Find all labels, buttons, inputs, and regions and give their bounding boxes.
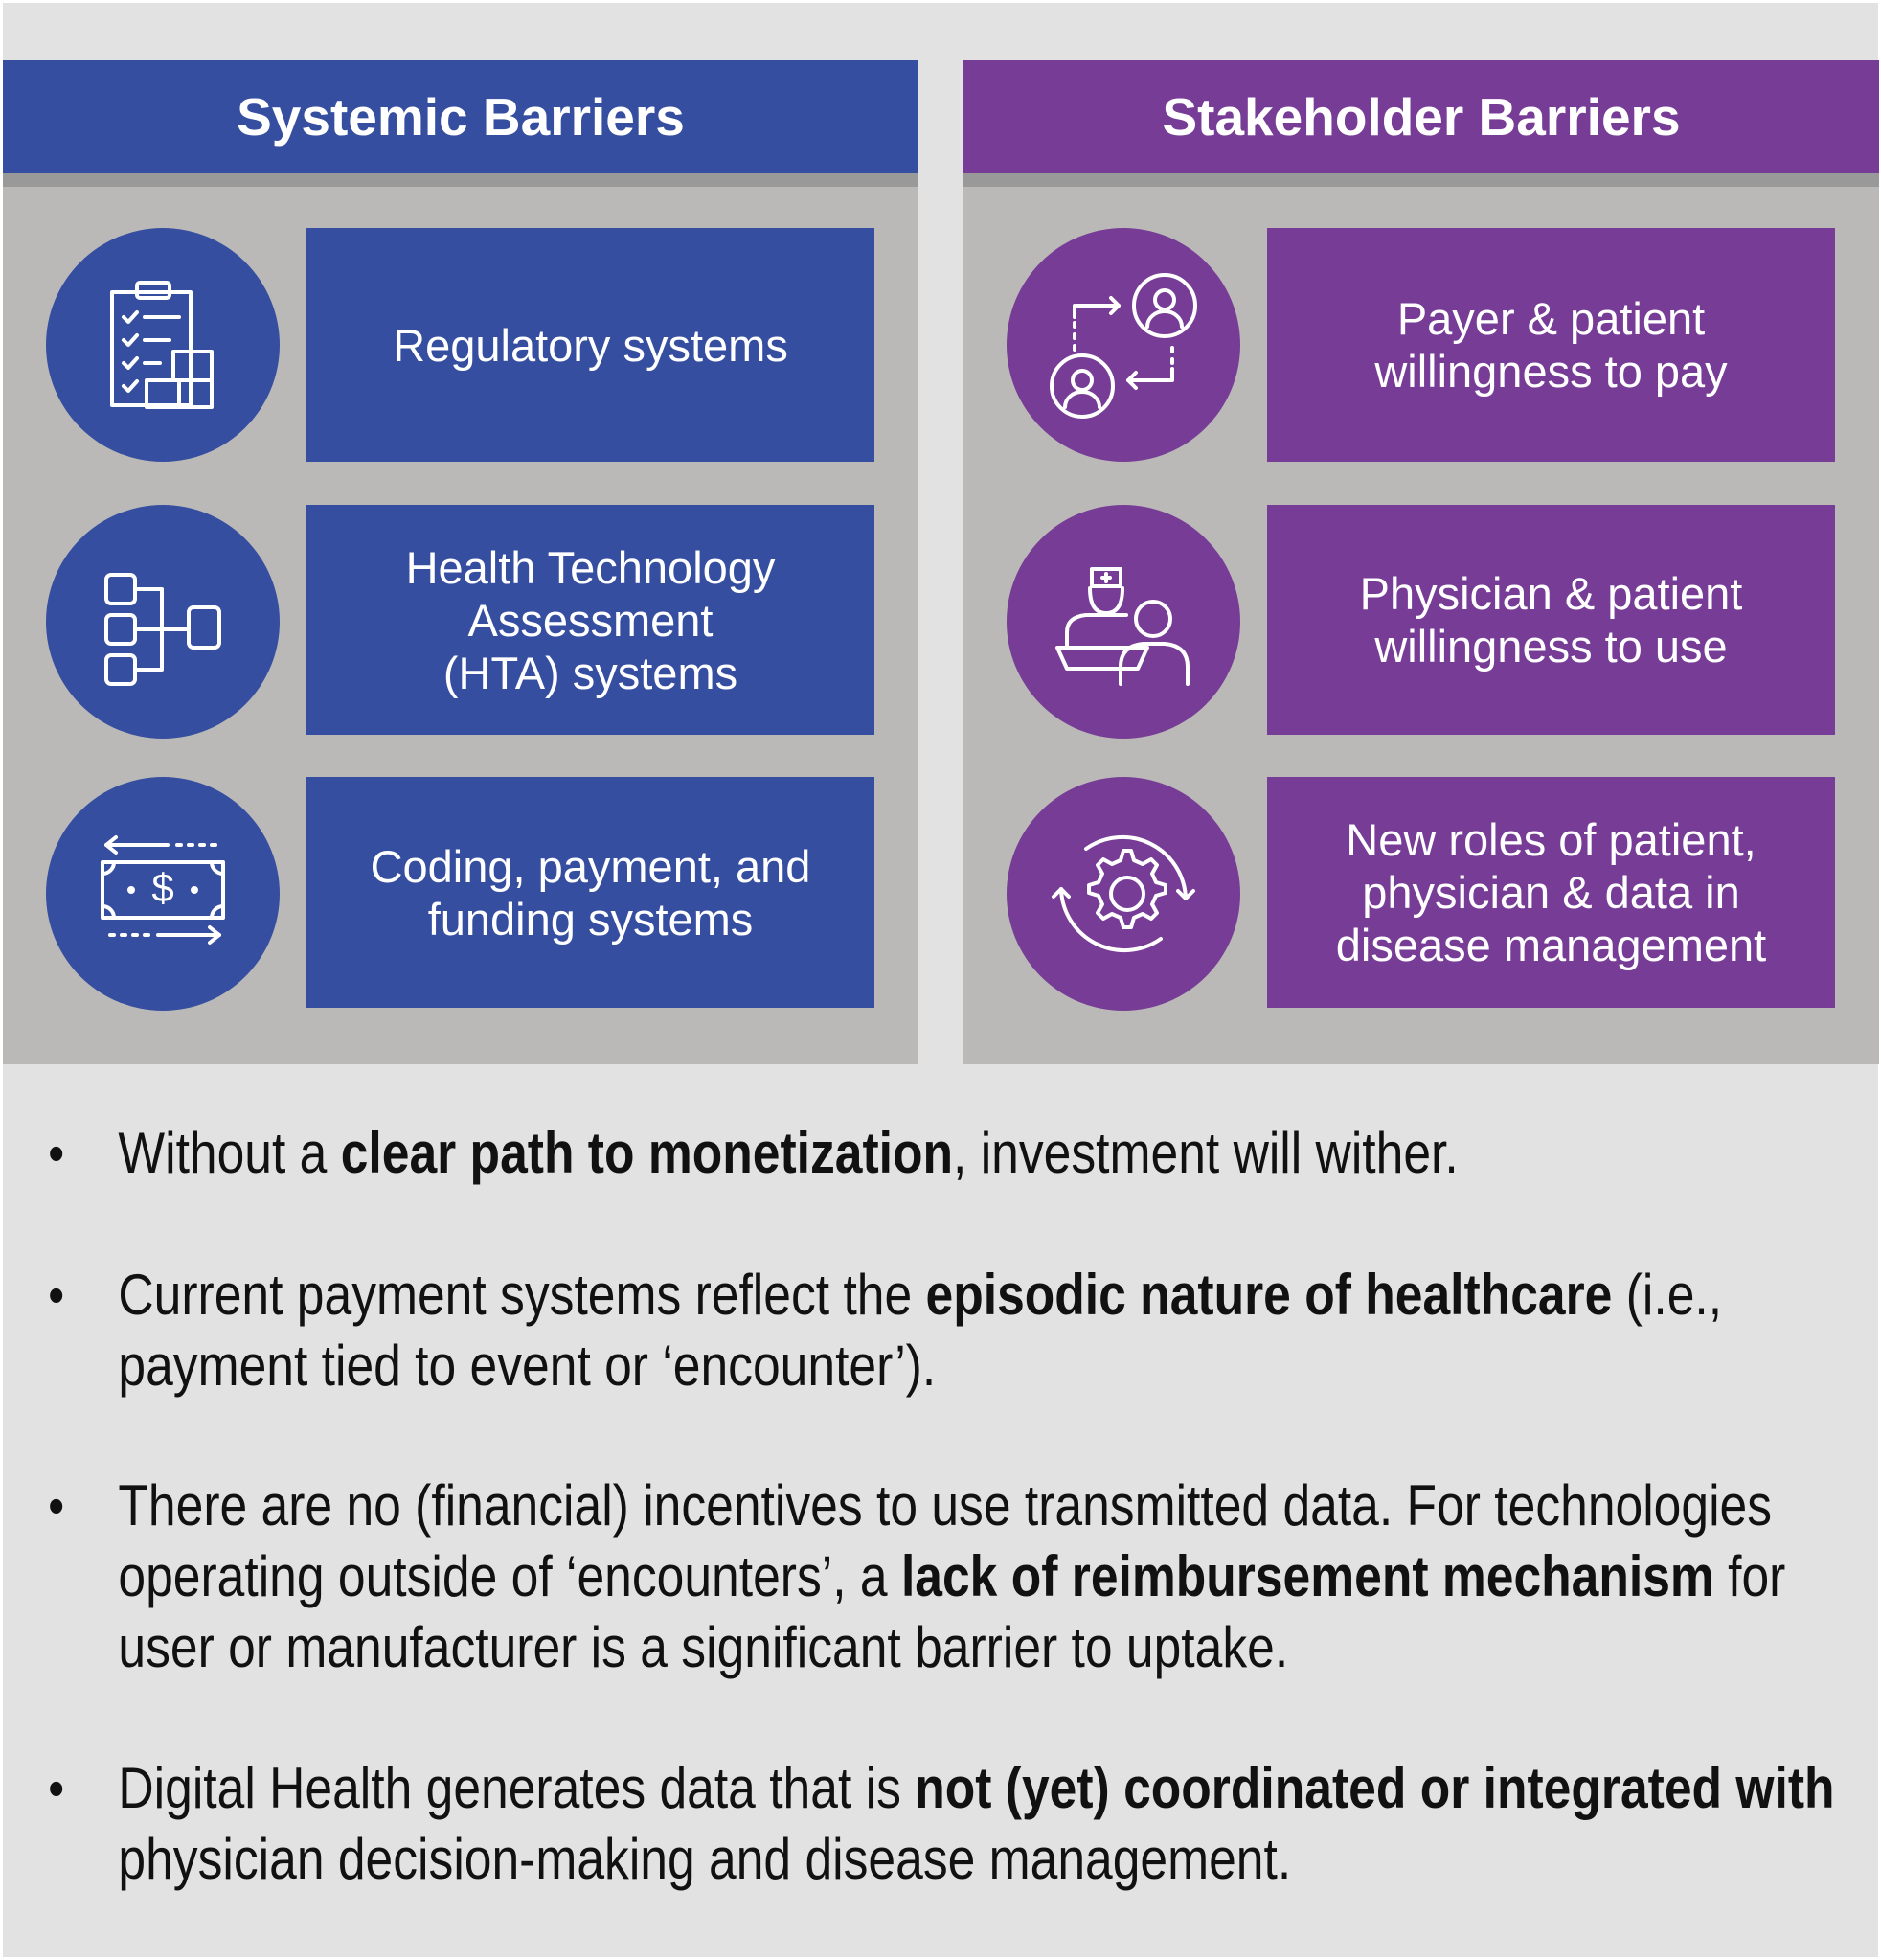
- bullet-dot: •: [48, 1265, 65, 1325]
- flowchart-icon: [46, 505, 280, 739]
- infographic-canvas: [3, 3, 1878, 1957]
- bullet-emphasis: clear path to monetization: [340, 1121, 954, 1185]
- bullet-emphasis: not (yet) coordinated or integrated with: [915, 1756, 1835, 1820]
- bullet-emphasis: lack of reimbursement mechanism: [900, 1544, 1714, 1608]
- systemic-barriers-panel: [3, 60, 918, 1064]
- header-divider: [3, 173, 918, 187]
- bullet-emphasis: episodic nature of healthcare: [925, 1263, 1613, 1327]
- payer-patient-box: Payer & patient willingness to pay: [1267, 228, 1835, 462]
- bullet-run: Without a: [118, 1121, 341, 1185]
- bullet-dot: •: [48, 1475, 65, 1536]
- checklist-clipboard-icon: [46, 228, 280, 462]
- hta-systems-box: Health Technology Assessment (HTA) systems: [306, 505, 874, 735]
- bullet-run: (i.e., payment tied to event or ‘encounter’).: [118, 1263, 1723, 1398]
- bullet-run: Current payment systems reflect the: [118, 1263, 926, 1327]
- physician-patient-icon: [1007, 505, 1240, 739]
- coding-payment-box: Coding, payment, and funding systems: [306, 777, 874, 1008]
- dollar-bill-exchange-icon: [46, 777, 280, 1011]
- bullet-run: for user or manufacturer is a significant barrier to uptake.: [118, 1544, 1786, 1679]
- svg-text:$: $: [151, 865, 174, 910]
- stakeholder-barriers-panel: [963, 60, 1879, 1064]
- new-roles-box: New roles of patient, physician & data in disease management: [1267, 777, 1835, 1008]
- physician-patient-box: Physician & patient willingness to use: [1267, 505, 1835, 735]
- bullet-run: There are no (financial) incentives to use transmitted data. For technologies operating outside of ‘encounters’, a: [118, 1473, 1773, 1608]
- bullet-text: [118, 1260, 1839, 1402]
- users-exchange-icon: [1007, 228, 1240, 462]
- stakeholder-barriers-title: Stakeholder Barriers: [963, 60, 1879, 173]
- bullet-run: , investment will wither.: [953, 1121, 1459, 1185]
- bullet-run: physician decision-making and disease management.: [118, 1827, 1292, 1891]
- bullet-text: [118, 1753, 1839, 1895]
- gear-cycle-icon: [1007, 777, 1240, 1011]
- bullet-text: [118, 1118, 1839, 1189]
- bullet-text: [118, 1470, 1839, 1683]
- systemic-barriers-title: Systemic Barriers: [3, 60, 918, 173]
- bullet-run: Digital Health generates data that is: [118, 1756, 916, 1820]
- regulatory-systems-box: Regulatory systems: [306, 228, 874, 462]
- bullet-dot: •: [48, 1123, 65, 1183]
- header-divider: [963, 173, 1879, 187]
- bullet-dot: •: [48, 1758, 65, 1818]
